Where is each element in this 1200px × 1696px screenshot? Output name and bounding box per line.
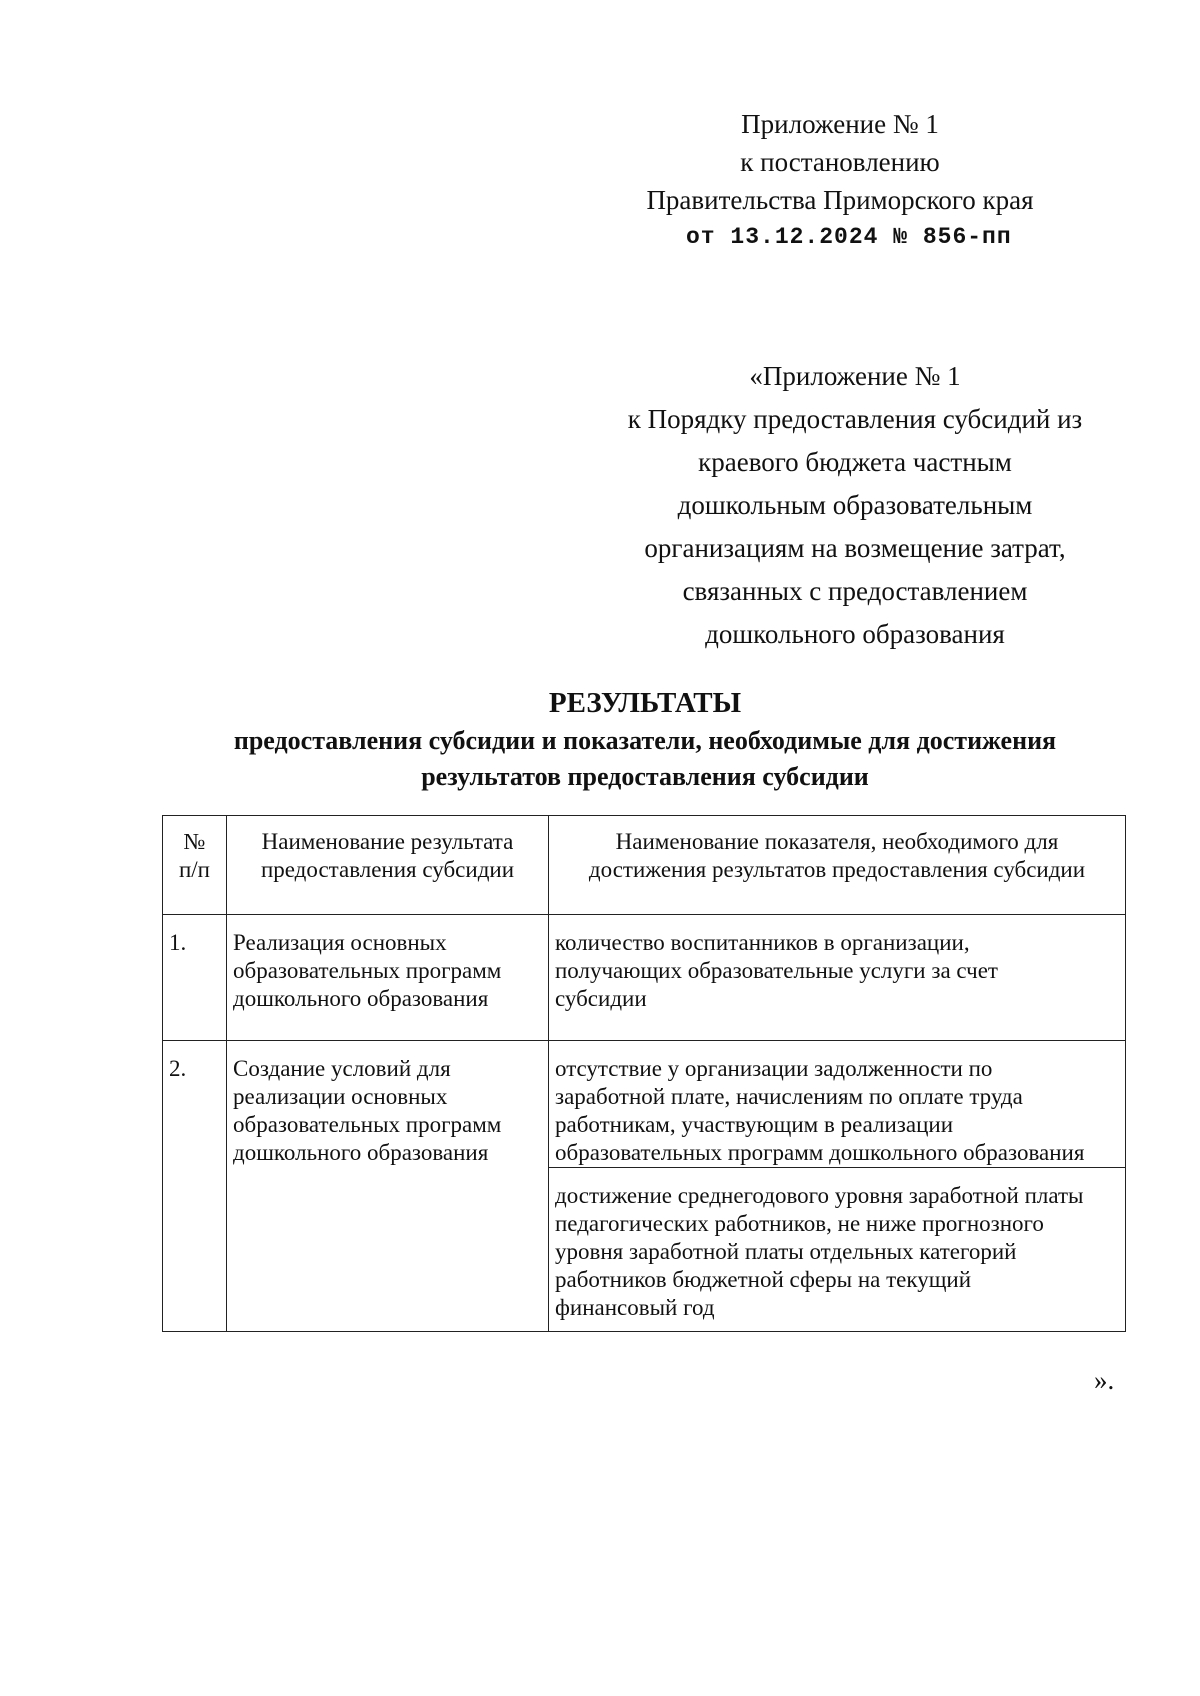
- row-result: Создание условий для реализации основных образовательных программ дошкольного образования: [227, 1041, 549, 1332]
- header-indicator-name: Наименование показателя, необходимого для достижения результатов предоставления субсидии: [549, 816, 1126, 915]
- row-indicator: количество воспитанников в организации, получающих образовательные услуги за счет субсидии: [549, 915, 1126, 1041]
- table-row: [163, 1041, 1126, 1168]
- procedure-appendix-header: [610, 355, 1100, 656]
- procedure-appendix-line: дошкольного образования: [705, 619, 1005, 649]
- row-result: Реализация основных образовательных программ дошкольного образования: [227, 915, 549, 1041]
- row-indicator: достижение среднегодового уровня заработной платы педагогических работников, не ниже прогнозного уровня заработной платы отдельных категорий работников бюджетной сферы на текущий финансовый год: [549, 1168, 1126, 1332]
- appendix-header-line: Приложение № 1: [741, 109, 939, 139]
- title-subtitle-line: предоставления субсидии и показатели, необходимые для достижения: [233, 726, 1057, 755]
- resolution-date-number: от 13.12.2024 № 856-пп: [686, 224, 1012, 250]
- results-table: [162, 815, 1126, 1332]
- document-title: [160, 683, 1130, 795]
- table-header-row: [163, 816, 1126, 915]
- row-number: 2.: [163, 1041, 227, 1332]
- procedure-appendix-line: организациям на возмещение затрат,: [644, 533, 1066, 563]
- table-row: [163, 915, 1126, 1041]
- header-result-name: Наименование результата предоставления субсидии: [227, 816, 549, 915]
- appendix-header-line: к постановлению: [740, 147, 940, 177]
- closing-quote: ».: [1094, 1365, 1115, 1395]
- title-main: РЕЗУЛЬТАТЫ: [548, 687, 742, 719]
- appendix-header: [600, 105, 1080, 255]
- row-number: 1.: [163, 915, 227, 1041]
- procedure-appendix-line: связанных с предоставлением: [682, 576, 1028, 606]
- procedure-appendix-line: краевого бюджета частным: [698, 447, 1012, 477]
- row-indicator: отсутствие у организации задолженности по заработной плате, начислениям по оплате труда работникам, участвующим в реализации образовательных программ дошкольного образования: [549, 1041, 1126, 1168]
- title-subtitle-line: результатов предоставления субсидии: [421, 762, 869, 791]
- procedure-appendix-line: дошкольным образовательным: [677, 490, 1033, 520]
- header-number: № п/п: [163, 816, 227, 915]
- procedure-appendix-line: к Порядку предоставления субсидий из: [627, 404, 1083, 434]
- appendix-header-line: Правительства Приморского края: [646, 185, 1034, 215]
- procedure-appendix-line: «Приложение № 1: [749, 361, 961, 391]
